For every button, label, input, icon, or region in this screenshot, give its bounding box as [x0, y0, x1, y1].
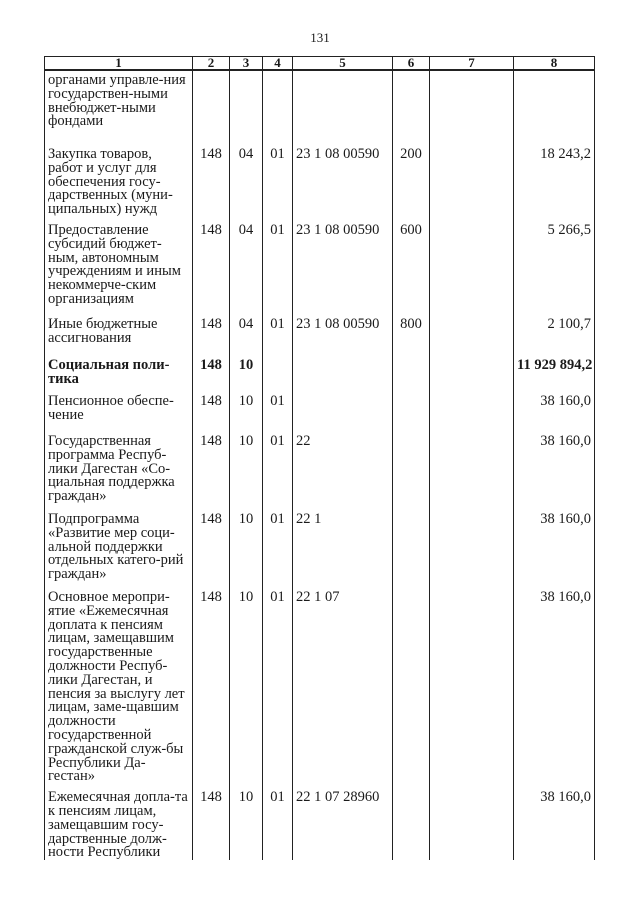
target-article-cell: [293, 70, 393, 141]
section-code-cell: 10: [230, 506, 263, 584]
col7-cell: [430, 217, 514, 311]
col7-cell: [430, 584, 514, 784]
col7-cell: [430, 784, 514, 860]
table-row: [45, 217, 595, 311]
subsection-code-cell: [263, 70, 293, 141]
subsection-code-cell: 01: [263, 311, 293, 352]
col7-cell: [430, 506, 514, 584]
col-header-8: 8: [514, 57, 595, 71]
amount-cell: 38 160,0: [514, 584, 595, 784]
expense-type-cell: [393, 784, 430, 860]
row-name-cell: Социальная поли-тика: [45, 352, 193, 388]
col-header-6: 6: [393, 57, 430, 71]
section-code-cell: [230, 70, 263, 141]
col-header-3: 3: [230, 57, 263, 71]
col7-cell: [430, 70, 514, 141]
col-header-2: 2: [193, 57, 230, 71]
amount-cell: 18 243,2: [514, 141, 595, 217]
col7-cell: [430, 141, 514, 217]
subsection-code-cell: 01: [263, 141, 293, 217]
table-row: [45, 352, 595, 388]
subsection-code-cell: [263, 352, 293, 388]
table-row: [45, 584, 595, 784]
target-article-cell: 22: [293, 428, 393, 506]
expense-type-cell: [393, 388, 430, 428]
admin-code-cell: 148: [193, 784, 230, 860]
row-name-cell: органами управле-ния государствен-ными внебюджет-ными фондами: [45, 70, 193, 141]
col7-cell: [430, 352, 514, 388]
target-article-cell: 23 1 08 00590: [293, 217, 393, 311]
target-article-cell: 22 1 07: [293, 584, 393, 784]
budget-table: [44, 56, 595, 860]
section-code-cell: 10: [230, 584, 263, 784]
row-name-cell: Подпрограмма «Развитие мер соци-альной поддержки отдельных катего-рий граждан»: [45, 506, 193, 584]
row-name-cell: Государственная программа Респуб-лики Дагестан «Со-циальная поддержка граждан»: [45, 428, 193, 506]
target-article-cell: [293, 352, 393, 388]
section-code-cell: 10: [230, 352, 263, 388]
admin-code-cell: 148: [193, 352, 230, 388]
admin-code-cell: 148: [193, 217, 230, 311]
section-code-cell: 04: [230, 311, 263, 352]
expense-type-cell: 600: [393, 217, 430, 311]
table-row: [45, 506, 595, 584]
section-code-cell: 04: [230, 217, 263, 311]
subsection-code-cell: 01: [263, 388, 293, 428]
admin-code-cell: 148: [193, 141, 230, 217]
table-body: [45, 70, 595, 860]
subsection-code-cell: 01: [263, 506, 293, 584]
row-name-cell: Иные бюджетные ассигнования: [45, 311, 193, 352]
col-header-4: 4: [263, 57, 293, 71]
col7-cell: [430, 388, 514, 428]
expense-type-cell: 200: [393, 141, 430, 217]
section-code-cell: 10: [230, 784, 263, 860]
col-header-5: 5: [293, 57, 393, 71]
row-name-cell: Основное меропри-ятие «Ежемесячная доплата к пенсиям лицам, замещавшим государственные должности Респуб-лики Дагестан, и пенсия за выслугу лет лицам, заме-щавшим должности государственной гражданской служ-бы Республики Да-гестан»: [45, 584, 193, 784]
admin-code-cell: 148: [193, 388, 230, 428]
expense-type-cell: [393, 352, 430, 388]
table-row: [45, 70, 595, 141]
expense-type-cell: [393, 428, 430, 506]
amount-cell: 38 160,0: [514, 428, 595, 506]
section-code-cell: 04: [230, 141, 263, 217]
row-name-cell: Предоставление субсидий бюджет-ным, автономным учреждениям и иным некоммерче-ским организациям: [45, 217, 193, 311]
section-code-cell: 10: [230, 388, 263, 428]
target-article-cell: 22 1 07 28960: [293, 784, 393, 860]
row-name-cell: Ежемесячная допла-та к пенсиям лицам, замещавшим госу-дарственные долж-ности Республики: [45, 784, 193, 860]
admin-code-cell: 148: [193, 506, 230, 584]
table-row: [45, 428, 595, 506]
table-row: [45, 141, 595, 217]
expense-type-cell: [393, 506, 430, 584]
amount-cell: 2 100,7: [514, 311, 595, 352]
amount-cell: [514, 70, 595, 141]
target-article-cell: [293, 388, 393, 428]
target-article-cell: 22 1: [293, 506, 393, 584]
expense-type-cell: [393, 70, 430, 141]
admin-code-cell: 148: [193, 428, 230, 506]
amount-cell: 11 929 894,2: [514, 352, 595, 388]
table-row: [45, 388, 595, 428]
col7-cell: [430, 311, 514, 352]
subsection-code-cell: 01: [263, 428, 293, 506]
expense-type-cell: [393, 584, 430, 784]
col7-cell: [430, 428, 514, 506]
admin-code-cell: [193, 70, 230, 141]
admin-code-cell: 148: [193, 584, 230, 784]
amount-cell: 38 160,0: [514, 388, 595, 428]
col-header-7: 7: [430, 57, 514, 71]
row-name-cell: Закупка товаров, работ и услуг для обеспечения госу-дарственных (муни-ципальных) нужд: [45, 141, 193, 217]
amount-cell: 38 160,0: [514, 506, 595, 584]
subsection-code-cell: 01: [263, 217, 293, 311]
expense-type-cell: 800: [393, 311, 430, 352]
subsection-code-cell: 01: [263, 584, 293, 784]
target-article-cell: 23 1 08 00590: [293, 141, 393, 217]
amount-cell: 38 160,0: [514, 784, 595, 860]
table-row: [45, 311, 595, 352]
col-header-1: 1: [45, 57, 193, 71]
section-code-cell: 10: [230, 428, 263, 506]
target-article-cell: 23 1 08 00590: [293, 311, 393, 352]
header-row: [45, 57, 595, 71]
page-number: 131: [310, 30, 330, 45]
table-row: [45, 784, 595, 860]
amount-cell: 5 266,5: [514, 217, 595, 311]
row-name-cell: Пенсионное обеспе-чение: [45, 388, 193, 428]
subsection-code-cell: 01: [263, 784, 293, 860]
admin-code-cell: 148: [193, 311, 230, 352]
